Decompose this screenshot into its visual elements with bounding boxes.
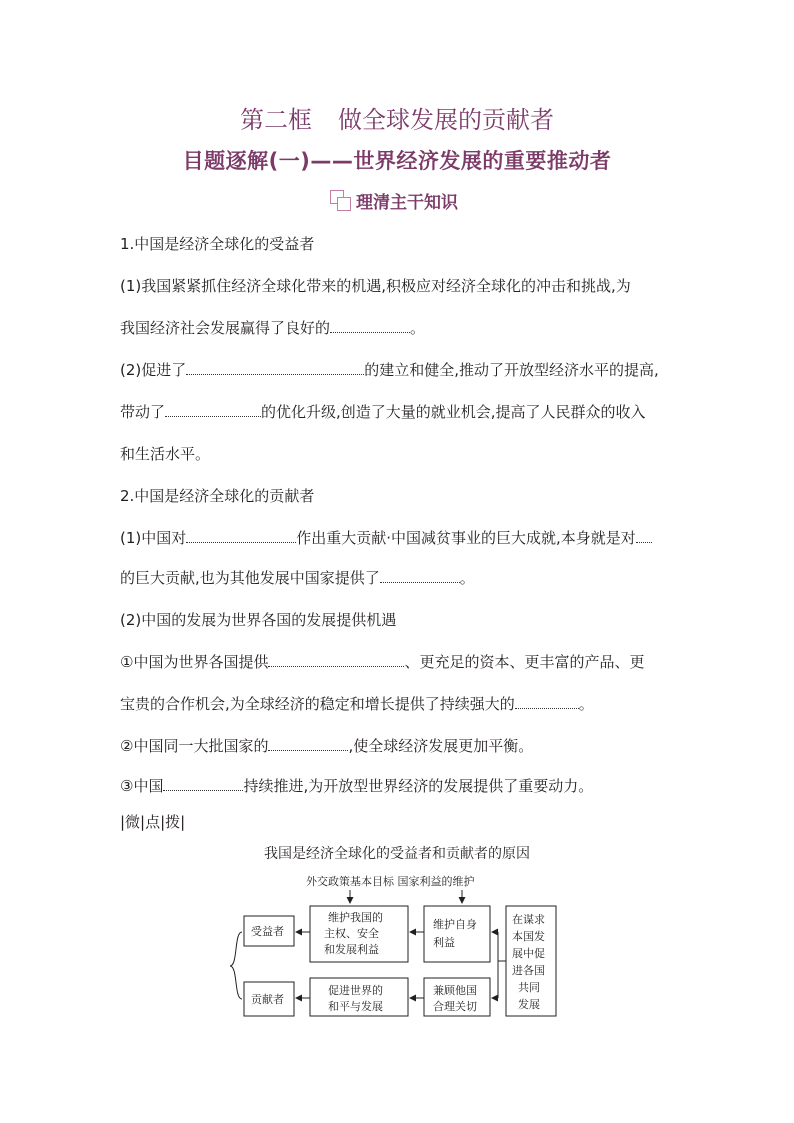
- tip-label: |微|点|拨|: [120, 813, 186, 831]
- box-others-concerns-line2: 合理关切: [433, 1000, 477, 1013]
- point-2-1-continued: 的巨大贡献,也为其他发展中国家提供了 。: [120, 569, 475, 587]
- box-national-interests-line1: 维护我国的: [328, 911, 383, 924]
- section-heading: [330, 188, 458, 213]
- fill-blank[interactable]: [186, 528, 296, 543]
- box-others-concerns-line1: 兼顾他国: [433, 984, 477, 997]
- box-common-development-line5: 共同: [518, 981, 540, 994]
- point-2-1-text: (1)中国对 作出重大贡献·中国减贫事业的巨大成就,本身就是对: [120, 528, 652, 548]
- fill-blank[interactable]: [515, 694, 579, 709]
- fill-blank[interactable]: [165, 402, 261, 417]
- point-1-1-continued: 我国经济社会发展赢得了良好的 。: [120, 319, 426, 337]
- box-contributor-label: 贡献者: [251, 993, 284, 1006]
- point-1-2-text: (2)促进了 的建立和健全,推动了开放型经济水平的提高,: [120, 361, 659, 379]
- section-heading-label: 理清主干知识: [356, 193, 458, 213]
- left-brace: [230, 932, 242, 999]
- box-self-interest: [424, 906, 490, 962]
- fill-blank[interactable]: [380, 568, 460, 583]
- box-common-development-line3: 展中促: [512, 947, 545, 960]
- box-common-development-line1: 在谋求: [512, 913, 545, 926]
- reasons-diagram: [228, 870, 568, 1020]
- fill-blank[interactable]: [636, 528, 652, 543]
- point-1-heading: 1.中国是经济全球化的受益者: [120, 235, 315, 253]
- right-bracket: [498, 932, 506, 998]
- point-1-1-text: (1)我国紧紧抓住经济全球化带来的机遇,积极应对经济全球化的冲击和挑战,为: [120, 277, 631, 295]
- fill-blank[interactable]: [330, 318, 410, 333]
- fill-blank[interactable]: [186, 360, 364, 375]
- point-2-heading: 2.中国是经济全球化的贡献者: [120, 487, 315, 505]
- point-1-2-continued: 带动了 的优化升级,创造了大量的就业机会,提高了人民群众的收入: [120, 403, 646, 421]
- box-world-peace-line2: 和平与发展: [328, 1000, 383, 1013]
- point-2-2-item-1: ①中国为世界各国提供 、更充足的资本、更丰富的产品、更: [120, 653, 645, 671]
- fill-blank[interactable]: [268, 652, 404, 667]
- box-beneficiary-label: 受益者: [251, 925, 284, 938]
- box-self-interest-line1: 维护自身: [433, 918, 477, 931]
- box-national-interests-line2: 主权、安全: [324, 927, 379, 940]
- fill-blank[interactable]: [268, 736, 348, 751]
- lesson-title-part1: 第二框: [240, 106, 312, 134]
- diagram-title: 我国是经济全球化的受益者和贡献者的原因: [264, 846, 530, 862]
- point-2-2-item-3: ③中国 持续推进,为开放型世界经济的发展提供了重要动力。: [120, 777, 594, 795]
- lesson-title: [0, 100, 794, 135]
- point-2-2-item-2: ②中国同一大批国家的 ,使全球经济发展更加平衡。: [120, 737, 534, 755]
- lesson-title-part2: 做全球发展的贡献者: [338, 106, 554, 134]
- box-national-interests-line3: 和发展利益: [324, 943, 379, 956]
- box-self-interest-line2: 利益: [433, 936, 455, 949]
- fill-blank[interactable]: [163, 776, 243, 791]
- point-2-2-heading: (2)中国的发展为世界各国的发展提供机遇: [120, 611, 397, 629]
- section-squares-icon: [330, 190, 352, 212]
- point-2-2-item-1-continued: 宝贵的合作机会,为全球经济的稳定和增长提供了持续强大的 。: [120, 695, 594, 713]
- box-world-peace-line1: 促进世界的: [328, 984, 383, 997]
- lesson-subtitle: 目题逐解(一)——世界经济发展的重要推动者: [182, 149, 612, 173]
- diagram-top-labels: 外交政策基本目标 国家利益的维护: [306, 875, 475, 888]
- box-common-development-line2: 本国发: [512, 930, 545, 943]
- point-1-2-end: 和生活水平。: [120, 445, 211, 463]
- box-common-development-line6: 发展: [518, 998, 540, 1011]
- box-common-development-line4: 进各国: [512, 964, 545, 977]
